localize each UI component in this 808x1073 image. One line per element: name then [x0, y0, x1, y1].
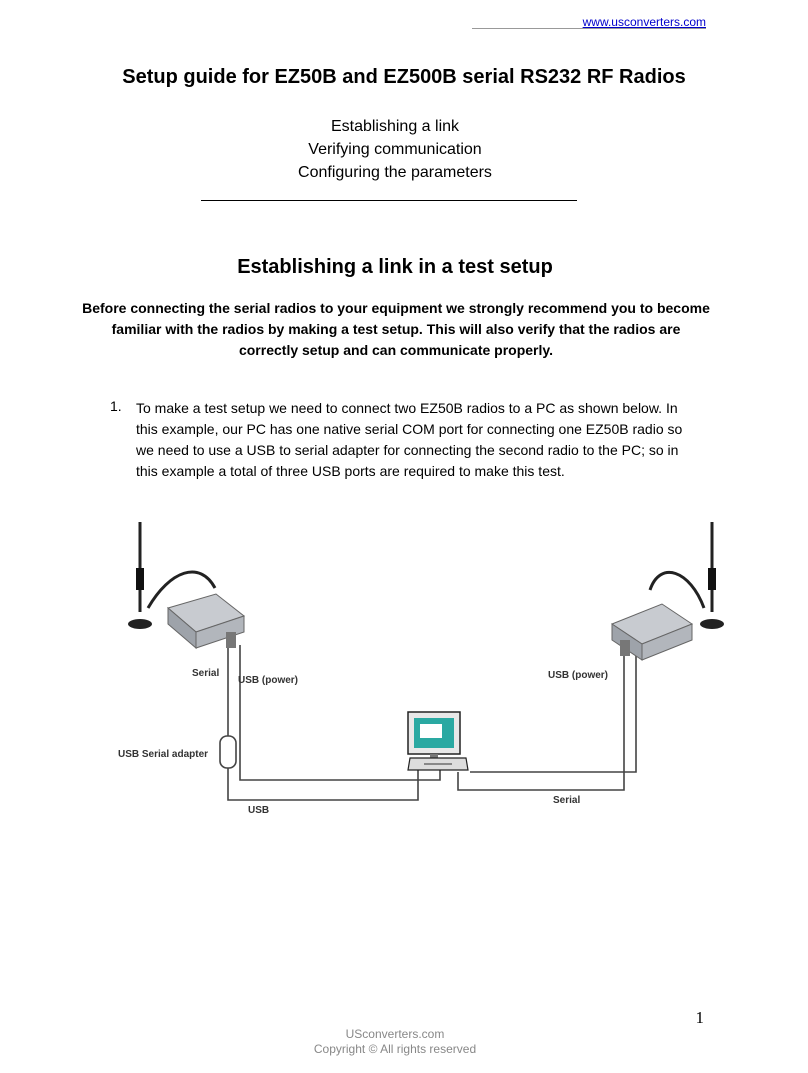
footer-company: USconverters.com	[345, 1027, 445, 1041]
right-serial-cable	[458, 645, 624, 790]
document-title: Setup guide for EZ50B and EZ500B serial RS232 RF Radios	[122, 66, 686, 88]
toc-item-1: Establishing a link	[330, 118, 460, 135]
pc-icon	[408, 712, 468, 770]
right-usb-power-cable	[470, 645, 636, 772]
section-intro: Before connecting the serial radios to your equipment we strongly recommend you to become familiar with the radios by making a test setup. This will also verify that the radios are correctly setup and can communicate properly.	[82, 300, 710, 358]
left-serial-label: Serial	[192, 668, 220, 679]
usb-label: USB	[248, 805, 270, 816]
step-1-text: To make a test setup we need to connect two EZ50B radios to a PC as shown below. In this example, our PC has one native serial COM port for connecting one EZ50B radio so we need to use a USB to serial adapter for connecting the second radio to the PC; so in this example a total of three USB ports are required to make this test.	[136, 400, 683, 479]
adapter-label: USB Serial adapter	[118, 749, 209, 760]
left-usb-power-label: USB (power)	[238, 675, 298, 686]
toc-item-2: Verifying communication	[308, 141, 482, 158]
page-number: 1	[695, 1008, 704, 1027]
footer-copyright: Copyright © All rights reserved	[313, 1042, 477, 1056]
usb-cable	[228, 762, 418, 800]
toc-item-3: Configuring the parameters	[298, 164, 492, 181]
usb-serial-adapter-icon	[220, 736, 236, 768]
header-website-link[interactable]: www.usconverters.com	[582, 15, 706, 29]
left-radio-icon	[128, 522, 244, 648]
step-1-number: 1.	[110, 398, 122, 414]
right-radio-icon	[612, 522, 724, 660]
section-heading: Establishing a link in a test setup	[237, 256, 553, 278]
toc-divider	[201, 200, 577, 201]
right-usb-power-label: USB (power)	[548, 670, 608, 681]
right-serial-label: Serial	[553, 795, 581, 806]
test-setup-diagram	[0, 500, 808, 830]
